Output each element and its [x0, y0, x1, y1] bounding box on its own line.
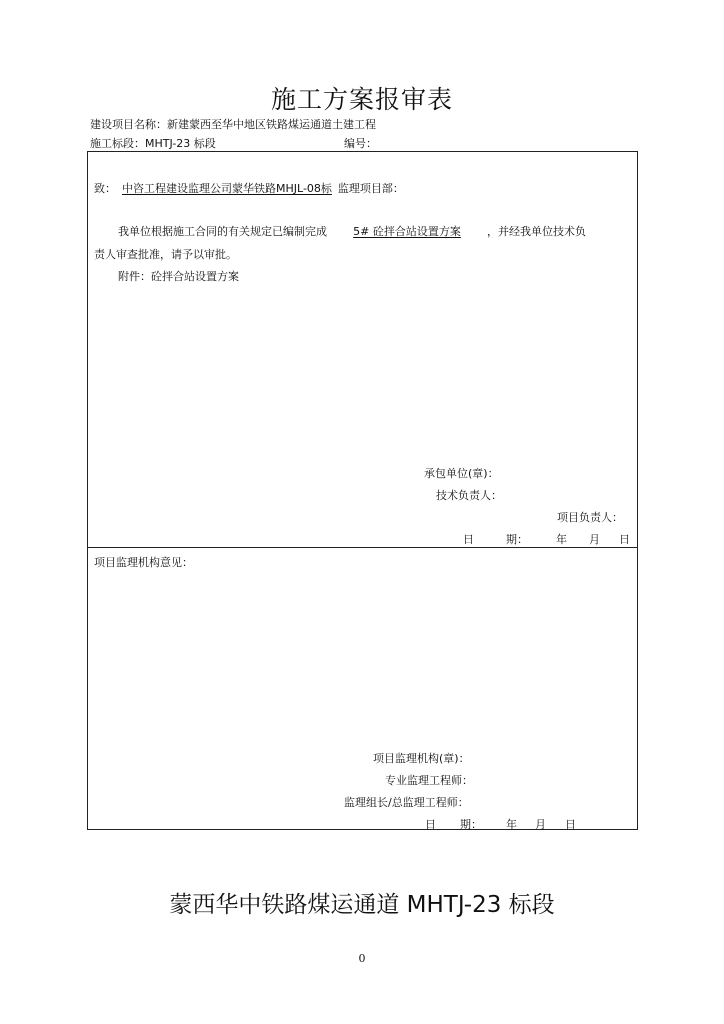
year-label-1: 年	[556, 533, 567, 546]
date-label-1b: 期：	[506, 533, 528, 546]
page-number: 0	[358, 952, 366, 965]
plan-name: 5# 砼拌合站设置方案	[353, 225, 461, 238]
day-label-2: 日	[565, 818, 576, 831]
section-value: MHTJ-23 标段	[145, 137, 216, 150]
year-label-2: 年	[506, 818, 517, 831]
body-text-a: 我单位根据施工合同的有关规定已编制完成	[118, 225, 327, 238]
opinion-label: 项目监理机构意见：	[94, 556, 193, 569]
day-label-1: 日	[619, 533, 630, 546]
section-label: 施工标段：	[90, 137, 145, 150]
serial-number-label: 编号：	[344, 137, 377, 150]
addressee-line	[94, 180, 404, 196]
project-name-value: 新建蒙西至华中地区铁路煤运通道土建工程	[167, 118, 376, 131]
addressee-org: 中咨工程建设监理公司蒙华铁路MHJL-08标	[122, 182, 332, 195]
application-box	[87, 151, 638, 548]
addressee-prefix: 致：	[94, 182, 116, 195]
supervisor-opinion-box	[87, 547, 638, 830]
project-name-label: 建设项目名称：	[90, 118, 167, 131]
date-label-1a: 日	[463, 533, 474, 546]
attachment-line: 附件：砼拌合站设置方案	[118, 270, 239, 283]
addressee-suffix: 监理项目部：	[337, 182, 404, 195]
document-title: 施工方案报审表	[270, 85, 453, 114]
section-line	[90, 135, 216, 151]
project-lead-label: 项目负责人：	[557, 511, 623, 524]
body-line-1	[118, 223, 586, 239]
contractor-seal-label: 承包单位(章)：	[424, 467, 499, 480]
body-line-2: 责人审查批准，请予以审批。	[94, 248, 237, 261]
agency-seal-label: 项目监理机构(章)：	[373, 752, 470, 765]
tech-lead-label: 技术负责人：	[436, 489, 502, 502]
chief-engineer-label: 监理组长/总监理工程师：	[344, 796, 469, 809]
specialist-engineer-label: 专业监理工程师：	[385, 774, 473, 787]
body-text-b: ，并经我单位技术负	[487, 225, 586, 238]
project-name-line	[90, 116, 376, 132]
month-label-1: 月	[589, 533, 600, 546]
month-label-2: 月	[535, 818, 546, 831]
date-label-2a: 日	[425, 818, 436, 831]
footer-title: 蒙西华中铁路煤运通道 MHTJ-23 标段	[169, 892, 555, 918]
date-label-2b: 期：	[460, 818, 482, 831]
